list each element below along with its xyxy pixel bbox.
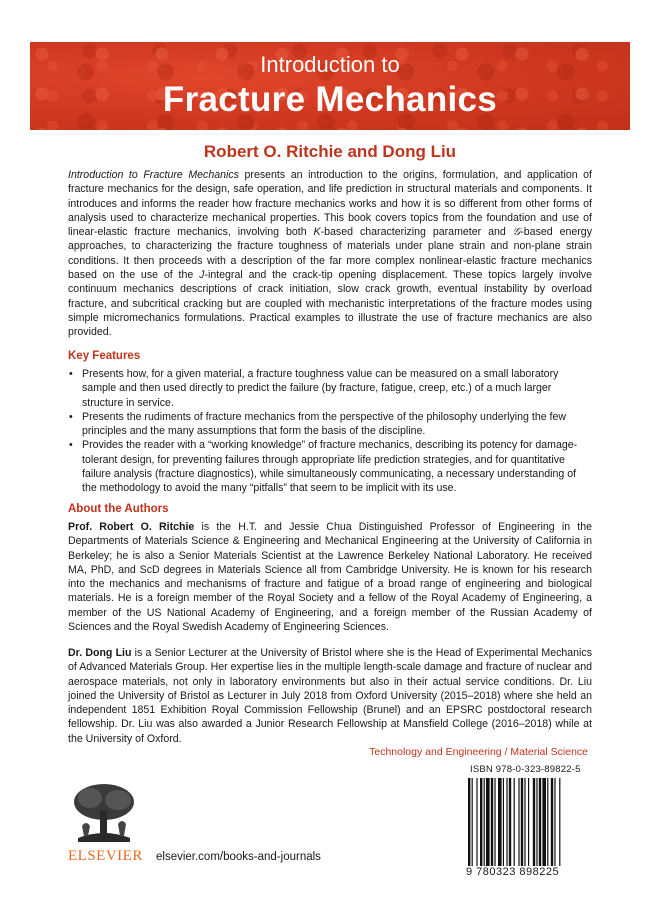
author-2-text: is a Senior Lecturer at the University of Bristol where she is the Head of Experimental Mechanics of Advanced Materials Group. Her expertise lies in the multiple length-scale damage and fracture of nuclear and aerospace materials, not only in laboratory environments but also in their actual service conditions. Dr. Liu joined the University of Bristol as Lecturer in July 2018 from Oxford University (2015–2018) where she held an independent 1851 Exhibition Royal Commission Fellowship (Brunel) and an EPSRC postdoctoral research fellowship. Dr. Liu was also awarded a Junior Research Fellowship at Mansfield College (2016–2018) while at the University of Oxford. bbox=[68, 647, 593, 745]
key-features-heading: Key Features bbox=[68, 350, 141, 362]
intro-text-2: -based characterizing parameter and bbox=[320, 226, 513, 239]
intro-text-1: presents an introduction to the origins, formulation, and application of fracture mechanics for the design, safe operation, and life prediction in structural materials and components. It introduces and informs the reader how fracture mechanics works and how it is so different from other forms of analysis used to characterize mechanical properties. This book covers topics from the foundation and use of linear-elastic fracture mechanics, involving both bbox=[68, 169, 592, 239]
author-1-name: Prof. Robert O. Ritchie bbox=[68, 521, 195, 533]
key-feature-text: Presents the rudiments of fracture mechanics from the perspective of the philosophy underlying the few principles and the many assumptions that form the basis of the discipline. bbox=[82, 410, 567, 438]
intro-g-symbol: 𝒢 bbox=[512, 226, 521, 239]
intro-paragraph bbox=[68, 168, 592, 340]
author-1-text: is the H.T. and Jessie Chua Distinguished Professor of Engineering in the Departments of Materials Science & Engineering and Mechanical Engineering at the University of California in Berkeley; he is also a Senior Materials Scientist at the Lawrence Berkeley National Laboratory. He received MA, PhD, and ScD degrees in Materials Science all from Cambridge University. He is known for his research into the mechanics and mechanisms of fracture and fatigue of a broad range of engineering and biological materials. He is a foreign member of the Royal Society and a fellow of the Royal Academy of Engineering, a member of the US National Academy of Engineering, and a foreign member of the Russian Academy of Sciences and the Royal Swedish Academy of Engineering Sciences. bbox=[68, 521, 592, 634]
bullet-icon: • bbox=[69, 439, 73, 452]
subject-category: Technology and Engineering / Material Science bbox=[369, 746, 588, 758]
title-banner bbox=[30, 42, 630, 130]
elsevier-tree-icon bbox=[68, 782, 140, 844]
bullet-icon: • bbox=[69, 410, 73, 423]
title-line-2: Fracture Mechanics bbox=[162, 80, 498, 119]
intro-book-title: Introduction to Fracture Mechanics bbox=[68, 169, 239, 181]
about-authors-heading: About the Authors bbox=[68, 503, 169, 515]
barcode-icon bbox=[466, 778, 590, 866]
authors-line: Robert O. Ritchie and Dong Liu bbox=[203, 142, 457, 161]
key-feature-item bbox=[68, 438, 588, 495]
publisher-logo-text: ELSEVIER bbox=[68, 848, 143, 864]
intro-text-3: -based energy approaches, to characterizing the fracture toughness of materials under plane strain and non-plane strain conditions. It then proceeds with a description of the far more complex nonlinear-elastic fracture mechanics based on the use of the bbox=[68, 226, 592, 282]
publisher-url[interactable]: elsevier.com/books-and-journals bbox=[156, 851, 321, 863]
barcode-number: 9 780323 898225 bbox=[466, 866, 560, 878]
key-feature-item bbox=[68, 410, 588, 439]
key-feature-text: Presents how, for a given material, a fracture toughness value can be measured on a small laboratory sample and then used directly to predict the failure (by fracture, fatigue, creep, etc.) of a much larger structure in service. bbox=[82, 368, 559, 409]
key-feature-text: Provides the reader with a “working knowledge” of fracture mechanics, describing its potency for damage-tolerant design, for preventing failures through appropriate life prediction strategies, and for quantitative failure analysis (fracture diagnostics), while simultaneously communicating, a necessary understanding of the methodology to avoid the many “pitfalls” that seem to be implicit with its use. bbox=[82, 439, 578, 495]
author-2-name: Dr. Dong Liu bbox=[68, 647, 132, 659]
author-1-bio bbox=[68, 520, 592, 634]
key-features-list bbox=[68, 367, 588, 496]
intro-text-4: -integral and the crack-tip opening displacement. These topics largely involve continuum mechanics descriptions of crack initiation, slow crack growth, eventual instability by overload fracture, and subcritical cracking but are coupled with mechanistic interpretations of the fracture modes using simple micromechanics formulations. Practical examples to illustrate the use of fracture mechanics are also provided. bbox=[68, 269, 592, 339]
key-feature-item bbox=[68, 367, 588, 410]
title-line-1: Introduction to bbox=[260, 52, 400, 77]
isbn-label: ISBN 978-0-323-89822-5 bbox=[470, 764, 581, 775]
bullet-icon: • bbox=[69, 368, 73, 380]
intro-j-symbol: J bbox=[199, 269, 205, 282]
intro-k-symbol: K bbox=[313, 226, 321, 239]
author-2-bio bbox=[68, 646, 592, 746]
